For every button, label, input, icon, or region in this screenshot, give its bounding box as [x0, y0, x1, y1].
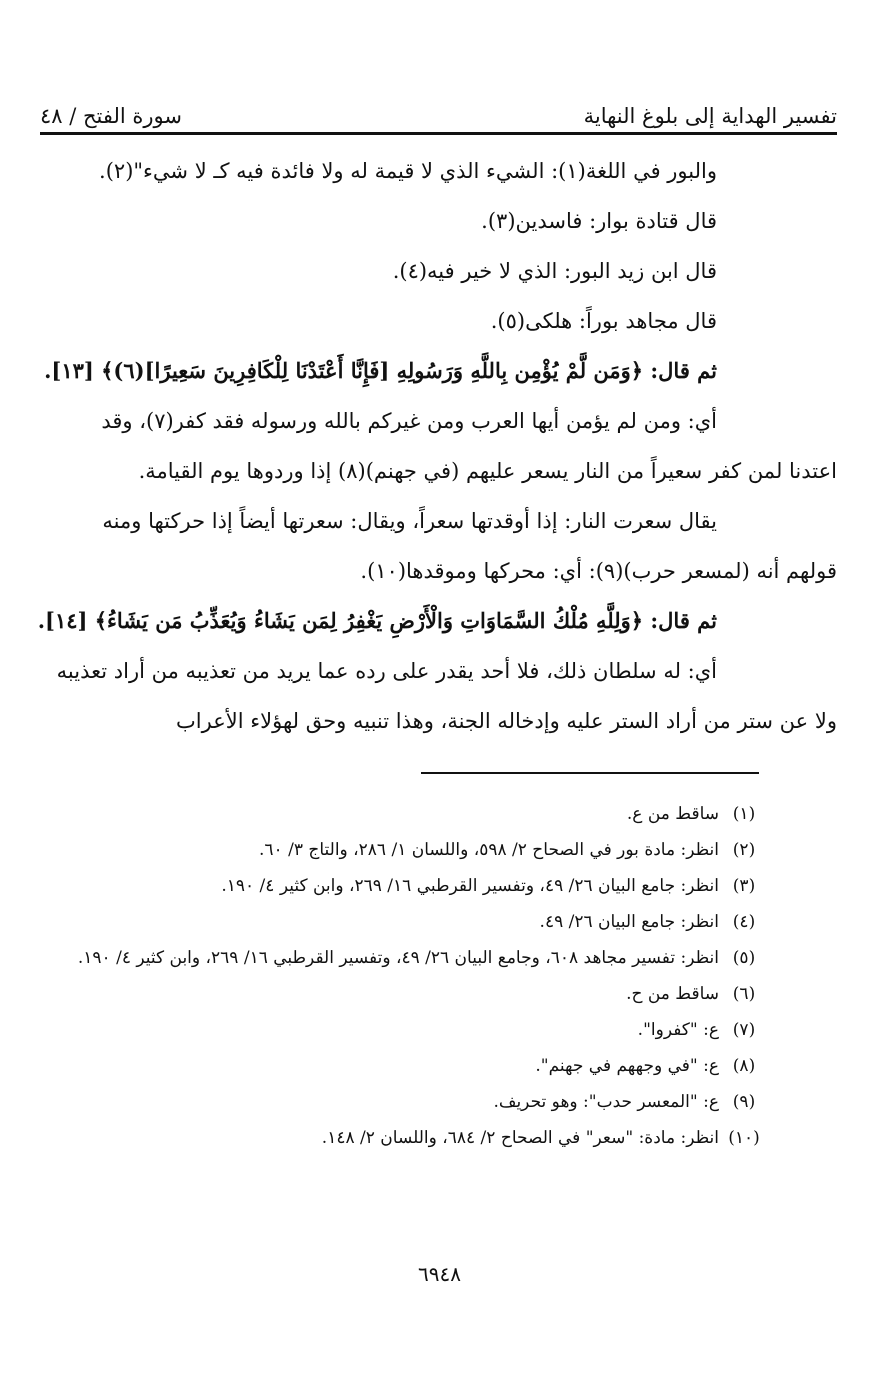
footnote-text: انظر: تفسير مجاهد ٦٠٨، وجامع البيان ٢٦/ ٤٩، وتفسير القرطبي ١٦/ ٢٦٩، وابن كثير ٤/ ١٩٠. [77, 948, 719, 968]
text-line: قولهم أنه (لمسعر حرب)(٩): أي: محركها وموقدها(١٠). [360, 559, 837, 583]
footnote-text: انظر: مادة بور في الصحاح ٢/ ٥٩٨، واللسان ١/ ٢٨٦، والتاج ٣/ ٦٠. [259, 840, 719, 860]
footnote-number: (٨) [732, 1056, 756, 1076]
footnote-number: (٧) [732, 1020, 756, 1040]
page-number: ٦٩٤٨ [418, 1262, 461, 1286]
footnote-item [42, 1012, 769, 1048]
footnote-number: (١٠) [728, 1128, 760, 1148]
footnote-item [42, 832, 769, 868]
footnote-number: (١) [732, 804, 756, 824]
text-line: اعتدنا لمن كفر سعيراً من النار يسعر عليهم (في جهنم)(٨) إذا وردوها يوم القيامة. [138, 459, 837, 483]
footnote-item [42, 1084, 769, 1120]
footnote-text: انظر: جامع البيان ٢٦/ ٤٩. [539, 912, 719, 932]
text-line: قال ابن زيد البور: الذي لا خير فيه(٤). [392, 259, 717, 283]
main-text [37, 146, 837, 746]
footnote-text: انظر: جامع البيان ٢٦/ ٤٩، وتفسير القرطبي ١٦/ ٢٦٩، وابن كثير ٤/ ١٩٠. [221, 876, 719, 896]
footnote-item [42, 796, 769, 832]
running-header [40, 84, 837, 128]
quran-verse-line: ثم قال: ﴿وَلِلَّهِ مُلْكُ السَّمَاوَاتِ وَالْأَرْضِ يَغْفِرُ لِمَن يَشَاءُ وَيُعَذِّبُ مَن يَشَاءُ﴾ [١٤]. [37, 608, 717, 633]
footnote-item [42, 976, 769, 1012]
footnote-text: ع: "كفروا". [637, 1020, 719, 1040]
surah-label: سورة الفتح / ٤٨ [40, 104, 182, 128]
quran-verse-line: ثم قال: ﴿وَمَن لَّمْ يُؤْمِن بِاللَّهِ وَرَسُولِهِ [فَإِنَّا أَعْتَدْنَا لِلْكَافِرِينَ سَعِيرًا](٦)﴾ [١٣]. [44, 358, 717, 383]
footnote-number: (٣) [732, 876, 756, 896]
book-title: تفسير الهداية إلى بلوغ النهاية [583, 104, 837, 128]
footnote-text: ساقط من ع. [626, 804, 719, 824]
footnote-item [42, 1048, 769, 1084]
footnote-item [42, 868, 769, 904]
footnote-text: ع: "المعسر حدب": وهو تحريف. [493, 1092, 719, 1112]
text-line: قال قتادة بوار: فاسدين(٣). [481, 209, 717, 233]
footnote-number: (٥) [732, 948, 756, 968]
footnote-item [42, 940, 769, 976]
footnote-item [42, 1120, 769, 1156]
header-rule [40, 132, 837, 135]
text-line: يقال سعرت النار: إذا أوقدتها سعراً، ويقال: سعرتها أيضاً إذا حركتها ومنه [102, 509, 717, 533]
footnote-number: (٤) [732, 912, 756, 932]
text-line: أي: له سلطان ذلك، فلا أحد يقدر على رده عما يريد من تعذيبه من أراد تعذيبه [56, 659, 717, 683]
footnote-item [42, 904, 769, 940]
footnote-number: (٢) [732, 840, 756, 860]
footnote-number: (٩) [732, 1092, 756, 1112]
footnote-text: ع: "في وجههم في جهنم". [535, 1056, 719, 1076]
text-line: والبور في اللغة(١): الشيء الذي لا قيمة له ولا فائدة فيه كـ لا شيء"(٢). [99, 159, 717, 183]
footnote-text: ساقط من ح. [626, 984, 719, 1004]
text-line: ولا عن ستر من أراد الستر عليه وإدخاله الجنة، وهذا تنبيه وحق لهؤلاء الأعراب [176, 709, 837, 733]
text-line: قال مجاهد بوراً: هلكى(٥). [490, 309, 717, 333]
footnotes [42, 796, 769, 1156]
footnote-rule [421, 772, 759, 774]
footnote-text: انظر: مادة: "سعر" في الصحاح ٢/ ٦٨٤، واللسان ٢/ ١٤٨. [321, 1128, 719, 1148]
text-line: أي: ومن لم يؤمن أيها العرب ومن غيركم بالله ورسوله فقد كفر(٧)، وقد [101, 409, 717, 433]
footnote-number: (٦) [732, 984, 756, 1004]
